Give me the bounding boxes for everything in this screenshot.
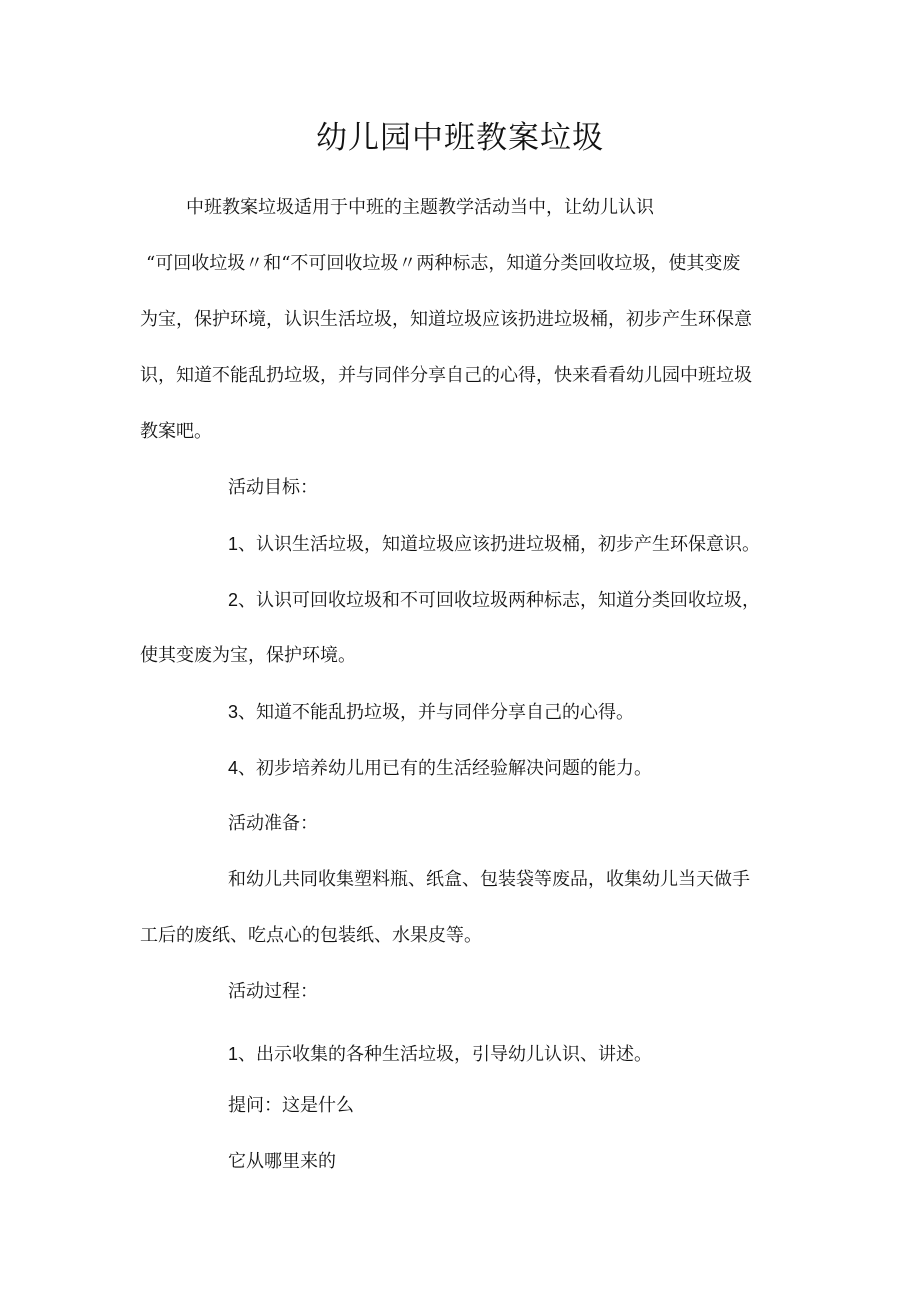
step-text: 、出示收集的各种生活垃圾，引导幼儿认识、讲述。: [238, 1044, 653, 1065]
question-line-2: 它从哪里来的: [228, 1151, 336, 1172]
goal-item-4: [228, 756, 652, 781]
goal-text: 、知道不能乱扔垃圾，并与同伴分享自己的心得。: [238, 702, 635, 723]
intro-line-1: 中班教案垃圾适用于中班的主题教学活动当中，让幼儿认识: [186, 197, 654, 218]
prep-line-2: 工后的废纸、吃点心的包装纸、水果皮等。: [140, 925, 482, 946]
question-line-1: 提问：这是什么: [228, 1095, 354, 1116]
intro-line-4: 识，知道不能乱扔垃圾，并与同伴分享自己的心得，快来看看幼儿园中班垃圾: [140, 365, 752, 386]
goal-item-3: [228, 700, 634, 725]
step-number: 1: [228, 1044, 239, 1064]
goals-heading: 活动目标：: [228, 477, 318, 498]
goal-number: 4: [228, 758, 239, 778]
goal-item-1: [228, 532, 760, 557]
intro-line-2: “可回收垃圾〃和“不可回收垃圾〃两种标志，知道分类回收垃圾，使其变废: [146, 253, 741, 274]
intro-line-3: 为宝，保护环境，认识生活垃圾，知道垃圾应该扔进垃圾桶，初步产生环保意: [140, 309, 752, 330]
goal-text: 、认识可回收垃圾和不可回收垃圾两种标志，知道分类回收垃圾，: [238, 590, 761, 611]
goal-item-2-continued: 使其变废为宝，保护环境。: [140, 645, 356, 666]
intro-line-5: 教案吧。: [140, 421, 212, 442]
goal-number: 3: [228, 702, 239, 722]
goal-text: 、认识生活垃圾，知道垃圾应该扔进垃圾桶，初步产生环保意识。: [238, 534, 761, 555]
prep-heading: 活动准备：: [228, 813, 318, 834]
document-title: 幼儿园中班教案垃圾: [316, 120, 604, 156]
goal-item-2: [228, 588, 760, 613]
process-step-1: [228, 1042, 652, 1067]
goal-number: 1: [228, 534, 239, 554]
goal-number: 2: [228, 590, 239, 610]
goal-text: 、初步培养幼儿用已有的生活经验解决问题的能力。: [238, 758, 653, 779]
prep-line-1: 和幼儿共同收集塑料瓶、纸盒、包装袋等废品，收集幼儿当天做手: [228, 869, 750, 890]
process-heading: 活动过程：: [228, 981, 318, 1002]
